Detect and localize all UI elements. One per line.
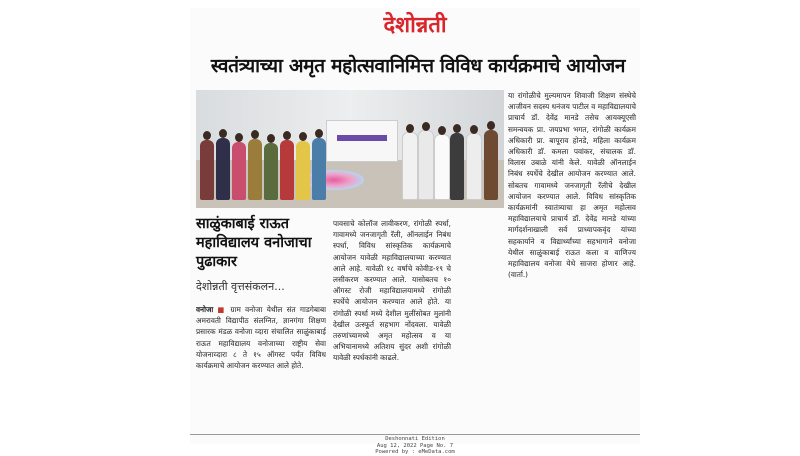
photo-person (264, 143, 278, 200)
footer-edition: Deshonnati Edition (385, 436, 445, 442)
footer-date-page: Aug 12, 2022 Page No. 7 (376, 442, 454, 449)
article-column-1 (196, 304, 326, 430)
photo-person (216, 138, 230, 200)
article-column-3: या रांगोळीचे मुल्यमापन शिवाजी शिक्षण संस्थेचे आजीवन सदस्य धनंजय पाटील व महाविद्यालयाचे प्राचार्य डॉ. देवेंद्र मानडे तसेच आयक्यूएसी समन्वयक प्रा. जयप्रभा भगत, रांगोळी कार्यक्रम अधिकारी प्रा. बापूराव होनडे, महिला कार्यक्रम अधिकारी डॉ. कमला पवांकर, संचालक डॉ. विलास उबाळे यांनी केले. यावेळी ऑनलाईन निबंध स्पर्धेचे देखील आयोजन करण्यात आले. सोबतच गावामध्ये जनजागृती रॅलीचे देखील आयोजन करण्यात आले. विविध सांस्कृतिक कार्यक्रमांनी स्वातंत्र्याचा हा अमृत महोत्सव महाविद्यालयाचे प्राचार्य डॉ. देवेंद्र मानडे यांच्या मार्गदर्शनाखाली सर्व प्राध्यापकवृंद यांच्या सहकार्याने व विद्यार्थ्यांच्या सहभागाने वनोजा येथील साळुंकाबाई राऊत कला व वाणिज्य महाविद्यालय वनोजा येथे साजरा होणार आहे. (वार्ता.) (508, 91, 636, 280)
photo-person (248, 139, 262, 200)
photo-person (232, 142, 246, 200)
article-byline: देशोन्नती वृत्तसंकलन... (196, 280, 285, 293)
footer-rule (190, 434, 640, 435)
photo-person (434, 134, 450, 200)
column-1-text: ग्राम वनोजा येथील संत गाडगेबाबा अमरावती विद्यापीठ संलग्नित, ज्ञानगंगा शिक्षण प्रसारक मंडळ वनोजा व्दारा संचालित साळुंकाबाई राऊत महाविद्यालय वनोजाच्या राष्ट्रीय सेवा योजनाव्दारा ८ ते १५ ऑगस्ट पर्यंत विविध कार्यक्रमाचे आयोजन करण्यात आले होते. (196, 305, 326, 371)
photo-person (312, 138, 326, 200)
photo-person (280, 140, 294, 200)
photo-person (296, 141, 310, 200)
photo-person (402, 132, 418, 200)
article-column-2: पावसाचे कोलॉज लावीकरण, रांगोळी स्पर्धा, गावामध्ये जनजागृती रॅली, ऑनलाईन निबंध स्पर्धा, विविध सांस्कृतिक कार्यक्रमाचे आयोजन यावेळी महाविद्यालयाच्या करण्यात आले आहे. यावेळी १८ वर्षाचे कोवीड-१९ चे लसीकरण करण्यात आले. यासोबतच १० ऑगस्ट रोजी महाविद्यालयामध्ये रांगोळी स्पर्धेचे आयोजन करण्यात आले होते. या रांगोळी स्पर्धा मध्ये देशील मुलींसोबत मुलांनी देखील उत्स्फूर्त सहभाग नोंदवला. यावेळी तरुणांच्यामध्ये अमृत महोत्सव व या अभियानामध्ये अतिशय सुंदर अशी रांगोळी यावेळी स्पर्धकांनी काढले. (333, 219, 451, 363)
photo-person (466, 133, 482, 200)
photo-banner (326, 120, 398, 162)
dateline-bullet: ■ (217, 305, 227, 314)
edition-footer (190, 436, 640, 456)
article-photo (196, 90, 504, 208)
article-headline: स्वतंत्र्याच्या अमृत महोत्सवानिमित्त विविध कार्यक्रमाचे आयोजन (210, 55, 626, 77)
photo-person (484, 130, 498, 200)
newspaper-clipping (190, 8, 640, 455)
newspaper-masthead: देशोन्नती (383, 12, 447, 38)
photo-person (418, 130, 434, 200)
photo-person (200, 140, 214, 200)
footer-powered-by: Powered by : eMeData.com (375, 449, 455, 455)
photo-person (450, 133, 464, 200)
article-dateline: वनोजा (196, 305, 214, 314)
article-subhead: साळुंकाबाई राऊत महाविद्यालय वनोजाचा पुढाकार (196, 216, 312, 270)
